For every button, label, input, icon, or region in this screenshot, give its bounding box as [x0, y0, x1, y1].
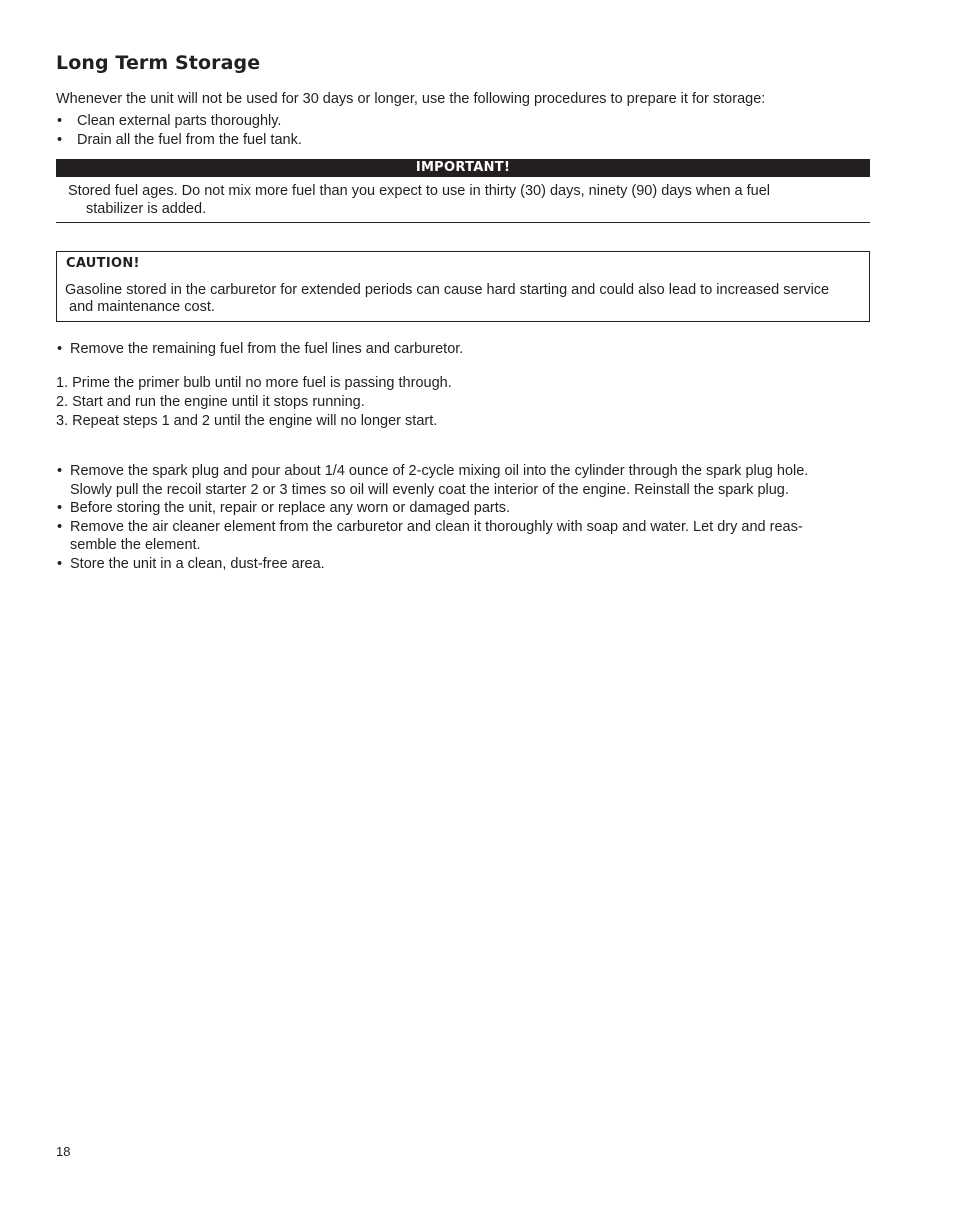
list-item: • Remove the remaining fuel from the fuel lines and carburetor. — [56, 340, 870, 359]
list-item — [56, 499, 870, 518]
caution-box — [56, 251, 870, 322]
caution-heading: CAUTION! — [66, 256, 140, 271]
prep-bullet-list — [56, 112, 302, 149]
important-heading: IMPORTANT! — [56, 159, 870, 177]
list-item — [56, 518, 870, 555]
list-item: • Drain all the fuel from the fuel tank. — [56, 131, 302, 150]
step-item: 2. Start and run the engine until it stops running. — [56, 394, 365, 410]
step-item: 3. Repeat steps 1 and 2 until the engine will no longer start. — [56, 413, 438, 429]
caution-text-line: Gasoline stored in the carburetor for extended periods can cause hard starting and could also lead to increased service — [65, 282, 830, 298]
list-item-line: Before storing the unit, repair or replace any worn or damaged parts. — [70, 500, 511, 516]
important-text-line: Stored fuel ages. Do not mix more fuel than you expect to use in thirty (30) days, ninety (90) days when a fuel — [68, 183, 771, 199]
list-item — [56, 462, 870, 499]
caution-text — [65, 282, 860, 316]
list-item-line: Remove the air cleaner element from the carburetor and clean it thoroughly with soap and water. Let dry and reas- — [70, 518, 803, 535]
step-item: 1. Prime the primer bulb until no more fuel is passing through. — [56, 375, 452, 391]
important-text-line: stabilizer is added. — [86, 201, 207, 217]
page-title: Long Term Storage — [56, 52, 261, 74]
steps-list — [56, 374, 452, 431]
caution-text-line: and maintenance cost. — [69, 299, 215, 315]
page-number: 18 — [56, 1144, 71, 1159]
list-item-line: Slowly pull the recoil starter 2 or 3 times so oil will evenly coat the interior of the engine. Reinstall the spark plug. — [70, 481, 789, 498]
important-text — [56, 177, 870, 223]
list-item-line: Remove the spark plug and pour about 1/4 ounce of 2-cycle mixing oil into the cylinder through the spark plug hole. — [70, 463, 809, 479]
list-item-line: Store the unit in a clean, dust-free area. — [70, 555, 325, 572]
final-bullet-list — [56, 462, 870, 573]
list-item-line: semble the element. — [70, 537, 201, 553]
list-item — [56, 555, 870, 574]
intro-paragraph: Whenever the unit will not be used for 30 days or longer, use the following procedures to prepare it for storage: — [56, 91, 766, 107]
list-item: • Clean external parts thoroughly. — [56, 112, 302, 131]
important-notice — [56, 159, 870, 223]
fuel-bullet-list — [56, 340, 870, 359]
